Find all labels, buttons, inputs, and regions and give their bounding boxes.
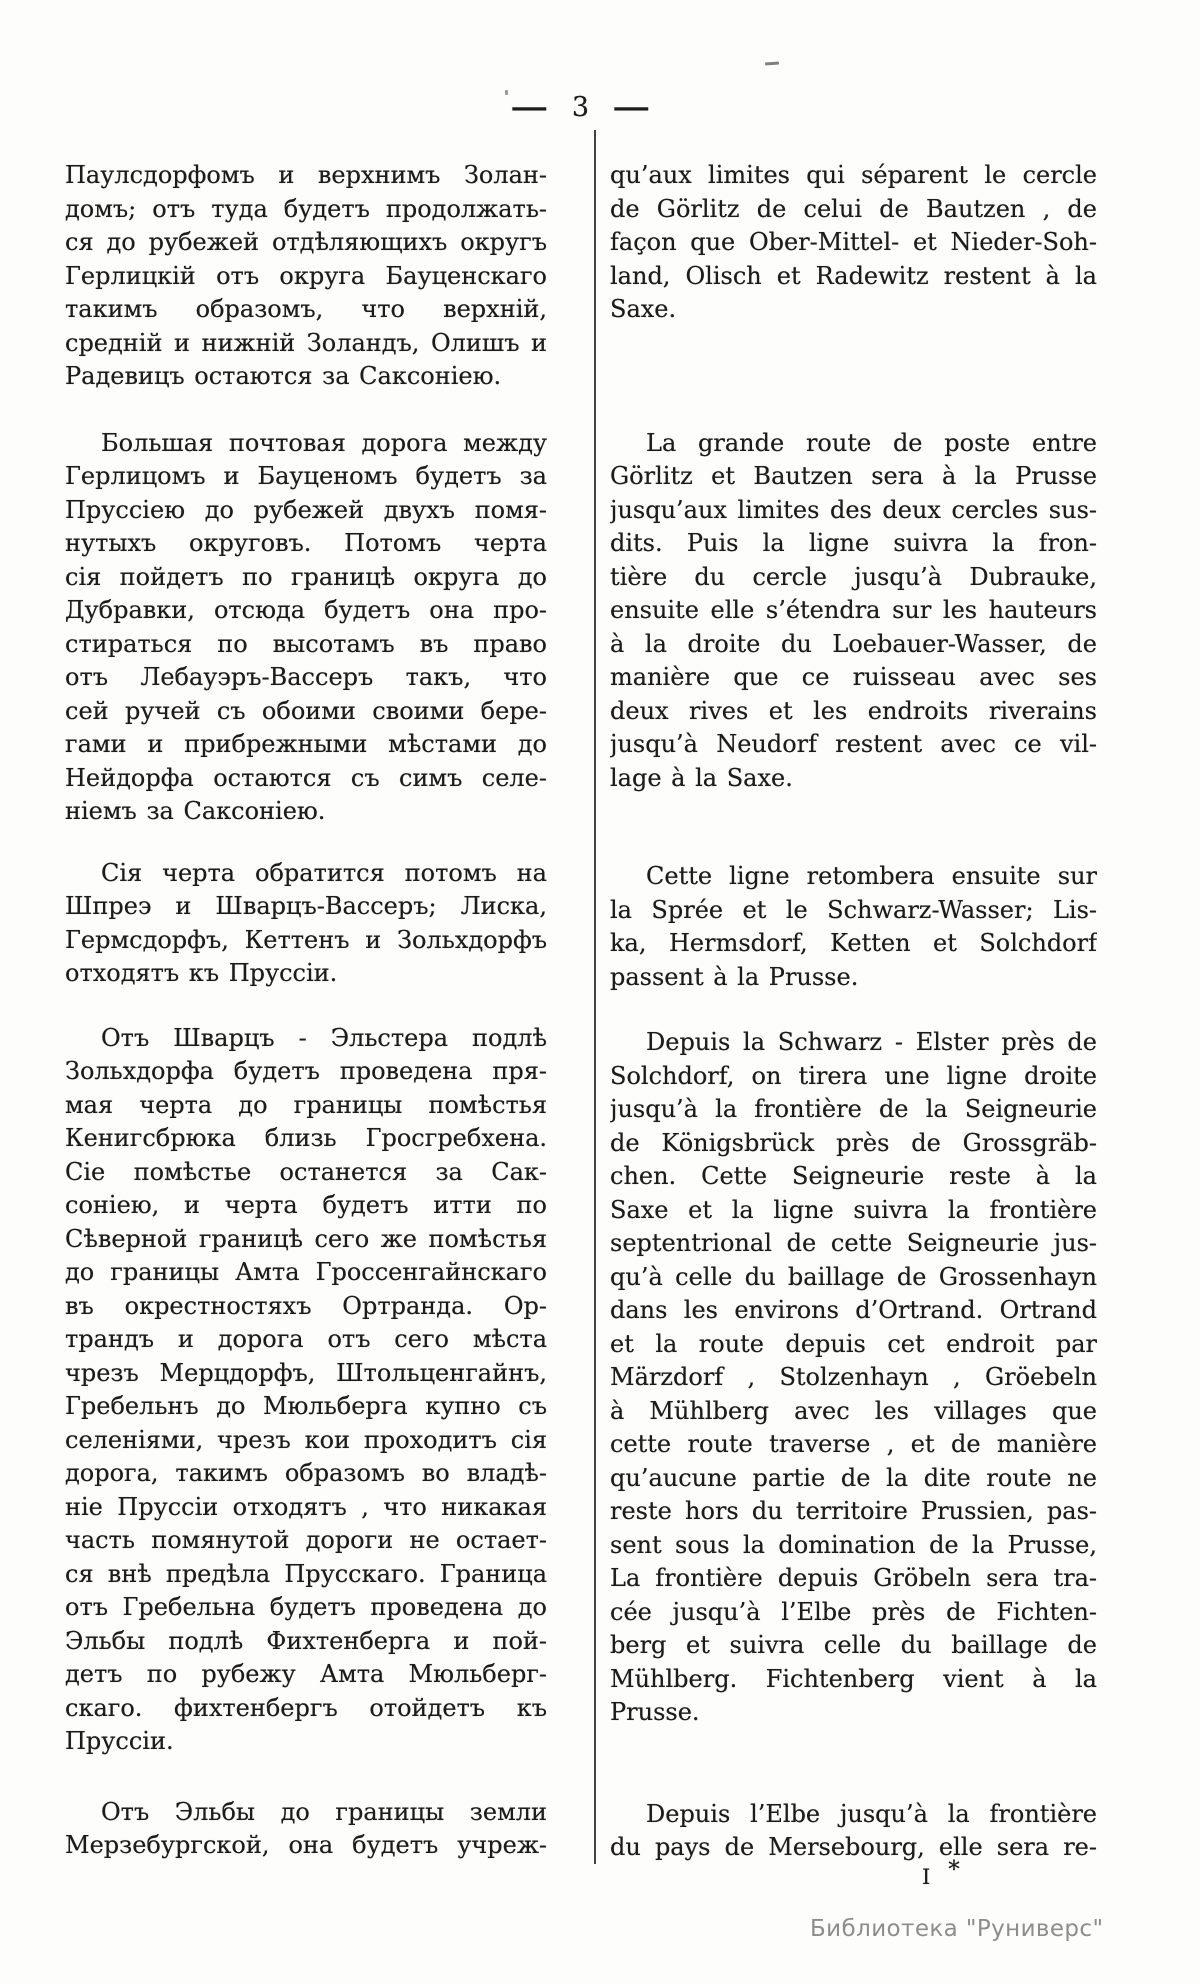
text-line: Solchdorf, on tirera une ligne droite bbox=[610, 1061, 1097, 1090]
text-line: du pays de Mersebourg, elle sera re- bbox=[610, 1833, 1097, 1861]
right-paragraph-5 bbox=[610, 1798, 1097, 1865]
text-line: qu’aux limites qui séparent le cercle bbox=[610, 161, 1097, 189]
text-line: à Mühlberg avec les villages que bbox=[610, 1396, 1097, 1425]
header-dash-right: — bbox=[612, 92, 652, 123]
signature-numeral: I bbox=[922, 1865, 933, 1889]
text-line: Пруссіи. bbox=[65, 1727, 174, 1755]
text-line: jusqu’à Neudorf restent avec ce vil- bbox=[610, 730, 1097, 758]
text-line: Зольхдорфа будетъ проведена пря- bbox=[65, 1057, 547, 1085]
text-line: сія пойдетъ по границѣ округа до bbox=[65, 562, 547, 591]
right-paragraph-4 bbox=[610, 1026, 1097, 1730]
text-line: Шпреэ и Шварцъ-Вассеръ; Лиска, bbox=[65, 892, 547, 920]
text-line: façon que Ober-Mittel- et Nieder-Soh- bbox=[610, 228, 1097, 256]
text-line: qu’à celle du baillage de Grossenhayn bbox=[610, 1262, 1097, 1291]
text-line: sent sous la domination de la Prusse, bbox=[610, 1530, 1097, 1559]
text-line: Отъ Шварцъ - Эльстера подлѣ bbox=[101, 1023, 547, 1052]
page-number: 3 bbox=[571, 92, 591, 123]
scan-artifact bbox=[765, 62, 779, 66]
text-line: часть помянутой дороги не остает- bbox=[65, 1526, 547, 1554]
text-line: berg et suivra celle du baillage de bbox=[610, 1631, 1097, 1659]
text-line: Saxe et la ligne suivra la frontière bbox=[610, 1195, 1097, 1224]
text-line: de Görlitz de celui de Bautzen , de bbox=[610, 194, 1097, 223]
page-header bbox=[0, 92, 1162, 123]
text-line: land, Olisch et Radewitz restent à la bbox=[610, 261, 1097, 290]
text-line: ka, Hermsdorf, Ketten et Solchdorf bbox=[610, 929, 1097, 957]
text-line: Пруссіею до рубежей двухъ помя- bbox=[65, 495, 547, 524]
text-line: чрезъ Мерцдорфъ, Штольценгайнъ, bbox=[65, 1358, 547, 1387]
text-line: ся до рубежей отдѣляющихъ округъ bbox=[65, 228, 547, 256]
text-line: Сіе помѣстье останется за Сак- bbox=[65, 1157, 547, 1186]
text-line: нутыхъ округовъ. Потомъ черта bbox=[65, 529, 547, 557]
text-line: сей ручей съ обоими своими бере- bbox=[65, 696, 547, 725]
text-line: Mühlberg. Fichtenberg vient à la bbox=[610, 1664, 1097, 1693]
text-line: Нейдорфа остаются съ симъ селе- bbox=[65, 763, 547, 792]
text-line: мая черта до границы помѣстья bbox=[65, 1090, 547, 1119]
left-paragraph-3 bbox=[65, 857, 547, 991]
left-paragraph-1 bbox=[65, 159, 547, 394]
text-line: Depuis la Schwarz - Elster près de bbox=[646, 1028, 1097, 1056]
text-line: Отъ Эльбы до границы земли bbox=[101, 1797, 547, 1826]
left-paragraph-4 bbox=[65, 1022, 547, 1759]
text-line: La frontière depuis Gröbeln sera tra- bbox=[610, 1564, 1097, 1592]
text-line: chen. Cette Seigneurie reste à la bbox=[610, 1162, 1097, 1190]
text-line: Cette ligne retombera ensuite sur bbox=[646, 862, 1097, 890]
text-line: отъ Лебауэръ-Вассеръ такъ, что bbox=[65, 663, 547, 691]
sheet-signature-mark bbox=[922, 1857, 962, 1890]
text-line: Герлицомъ и Бауценомъ будетъ за bbox=[65, 462, 547, 490]
right-paragraph-2 bbox=[610, 427, 1097, 796]
text-line: Görlitz et Bautzen sera à la Prusse bbox=[610, 462, 1097, 490]
text-line: La grande route de poste entre bbox=[646, 428, 1097, 457]
text-line: cée jusqu’à l’Elbe près de Fichten- bbox=[610, 1597, 1097, 1626]
left-paragraph-5 bbox=[65, 1796, 547, 1863]
text-line: скаго. фихтенбергъ отойдетъ къ bbox=[65, 1693, 547, 1722]
text-line: Сѣверной границѣ сего же помѣстья bbox=[65, 1224, 547, 1253]
scan-artifact bbox=[505, 90, 508, 95]
text-line: домъ; отъ туда будетъ продолжать- bbox=[65, 194, 547, 223]
library-watermark: Библиотека "Руниверс" bbox=[810, 1916, 1104, 1942]
text-line: трандъ и дорога отъ сего мѣста bbox=[65, 1325, 547, 1353]
signature-asterisk: * bbox=[948, 1857, 962, 1883]
column-divider bbox=[594, 130, 596, 1864]
text-line: соніею, и черта будетъ итти по bbox=[65, 1191, 547, 1219]
text-line: гами и прибрежными мѣстами до bbox=[65, 730, 547, 758]
text-line: Prusse. bbox=[610, 1698, 700, 1726]
right-paragraph-1 bbox=[610, 159, 1097, 327]
text-line: cette route traverse , et de manière bbox=[610, 1430, 1097, 1458]
text-line: Сія черта обратится потомъ на bbox=[101, 858, 547, 887]
text-line: отъ Гребельна будетъ проведена до bbox=[65, 1593, 547, 1621]
text-line: septentrional de cette Seigneurie jus- bbox=[610, 1229, 1097, 1257]
text-line: Märzdorf , Stolzenhayn , Gröebeln bbox=[610, 1363, 1097, 1391]
text-line: et la route depuis cet endroit par bbox=[610, 1329, 1097, 1358]
text-line: селеніями, чрезъ кои проходитъ сія bbox=[65, 1425, 547, 1454]
text-line: tière du cercle jusqu’à Dubrauke, bbox=[610, 562, 1097, 591]
text-line: въ окрестностяхъ Ортранда. Ор- bbox=[65, 1291, 547, 1320]
text-line: стираться по высотамъ въ право bbox=[65, 629, 547, 658]
left-paragraph-2 bbox=[65, 427, 547, 829]
text-line: отходятъ къ Пруссіи. bbox=[65, 959, 338, 987]
text-line: manière que ce ruisseau avec ses bbox=[610, 663, 1097, 691]
text-line: Кенигсбрюка близь Гросгребхена. bbox=[65, 1124, 547, 1152]
text-line: reste hors du territoire Prussien, pas- bbox=[610, 1497, 1097, 1525]
right-paragraph-3 bbox=[610, 860, 1097, 994]
text-line: Saxe. bbox=[610, 295, 677, 323]
text-line: à la droite du Loebauer-Wasser, de bbox=[610, 629, 1097, 658]
header-dash-left: — bbox=[510, 92, 550, 123]
text-line: Depuis l’Elbe jusqu’à la frontière bbox=[646, 1799, 1097, 1828]
text-line: jusqu’aux limites des deux cercles sus- bbox=[610, 495, 1097, 524]
text-line: Гермсдорфъ, Кеттенъ и Зольхдорфъ bbox=[65, 925, 547, 954]
right-column bbox=[610, 159, 1097, 1865]
text-line: dans les environs d’Ortrand. Ortrand bbox=[610, 1296, 1097, 1324]
text-line: Герлицкій отъ округа Бауценскаго bbox=[65, 261, 547, 290]
text-line: средній и нижній Золандъ, Олишъ и bbox=[65, 328, 547, 357]
text-line: passent à la Prusse. bbox=[610, 962, 859, 991]
text-line: Мерзебургской, она будетъ учреж- bbox=[65, 1831, 547, 1859]
text-line: de Königsbrück près de Grossgräb- bbox=[610, 1128, 1097, 1157]
text-line: jusqu’à la frontière de la Seigneurie bbox=[610, 1095, 1097, 1123]
text-line: такимъ образомъ, что верхній, bbox=[65, 295, 547, 323]
text-line: lage à la Saxe. bbox=[610, 763, 793, 792]
text-line: детъ по рубежу Амта Мюльберг- bbox=[65, 1660, 547, 1688]
text-line: qu’aucune partie de la dite route ne bbox=[610, 1463, 1097, 1492]
text-line: ніе Пруссіи отходятъ , что никакая bbox=[65, 1492, 547, 1521]
text-line: ensuite elle s’étendra sur les hauteurs bbox=[610, 596, 1097, 624]
text-line: la Sprée et le Schwarz-Wasser; Lis- bbox=[610, 895, 1097, 924]
text-line: ніемъ за Саксоніею. bbox=[65, 797, 326, 825]
text-line: Паулсдорфомъ и верхнимъ Золан- bbox=[65, 161, 547, 189]
text-line: Гребельнъ до Мюльберга купно съ bbox=[65, 1392, 547, 1420]
text-line: Эльбы подлѣ Фихтенберга и пой- bbox=[65, 1626, 547, 1655]
left-column bbox=[65, 159, 547, 1863]
text-line: дорога, такимъ образомъ во владѣ- bbox=[65, 1459, 547, 1487]
text-line: Большая почтовая дорога между bbox=[101, 428, 547, 457]
text-line: dits. Puis la ligne suivra la fron- bbox=[610, 529, 1097, 557]
text-line: Дубравки, отсюда будетъ она про- bbox=[65, 596, 547, 624]
text-line: ся внѣ предѣла Прусскаго. Граница bbox=[65, 1559, 547, 1588]
text-line: до границы Амта Гроссенгайнскаго bbox=[65, 1258, 547, 1286]
text-line: Радевицъ остаются за Саксоніею. bbox=[65, 362, 502, 390]
text-line: deux rives et les endroits riverains bbox=[610, 696, 1097, 725]
